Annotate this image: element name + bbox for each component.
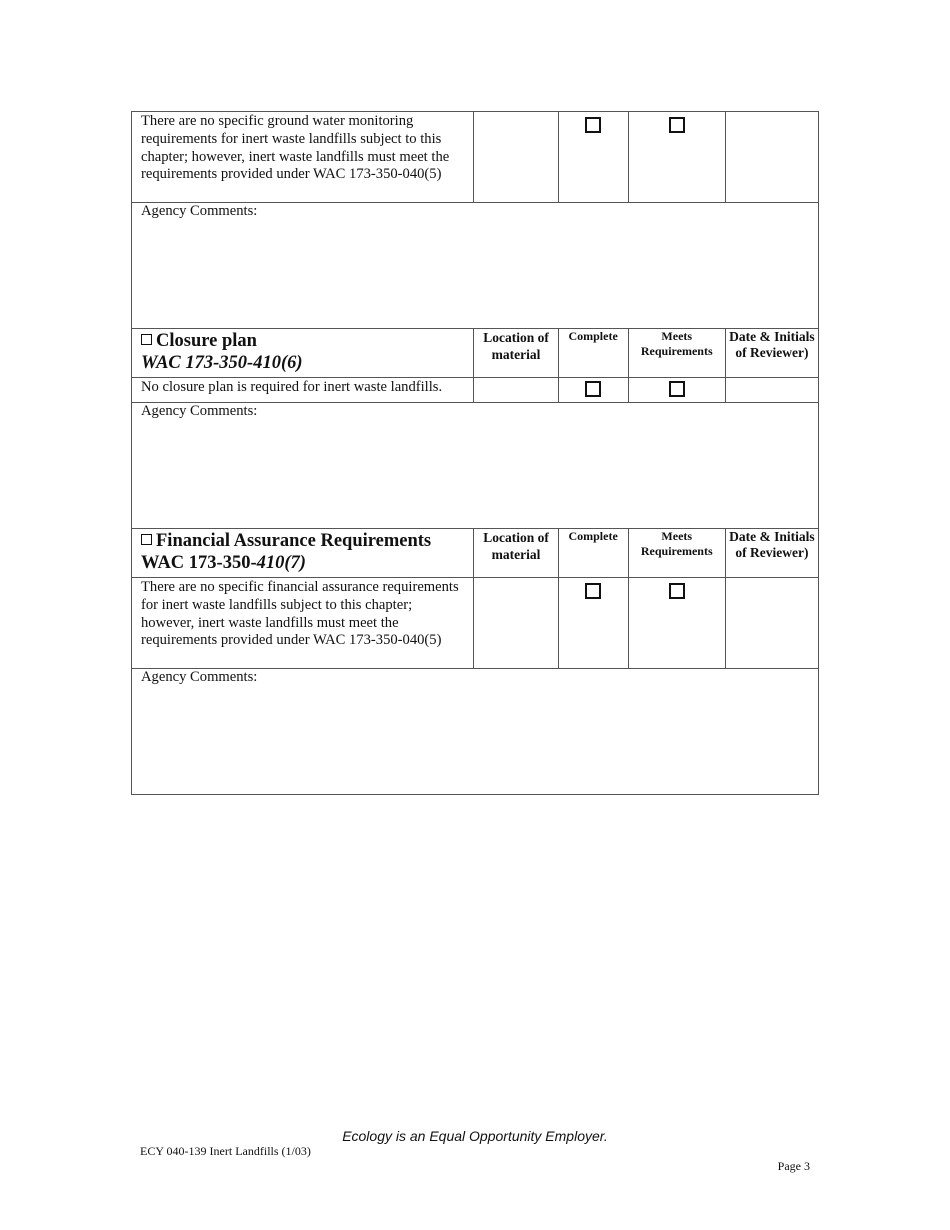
closure-plan-title: Closure plan <box>156 331 257 351</box>
financial-assurance-comments-row <box>132 669 819 795</box>
closure-plan-header <box>132 329 474 378</box>
date-initials-cell[interactable] <box>725 578 818 669</box>
agency-comments-area[interactable] <box>132 403 819 529</box>
complete-column-header: Complete <box>558 329 628 378</box>
location-cell[interactable] <box>474 378 558 403</box>
groundwater-requirement-row <box>132 112 819 203</box>
equal-opportunity-statement: Ecology is an Equal Opportunity Employer. <box>342 1128 608 1144</box>
location-cell[interactable] <box>474 112 558 203</box>
financial-assurance-requirement-row <box>132 578 819 669</box>
groundwater-comments-row <box>132 203 819 329</box>
financial-assurance-title: Financial Assurance Requirements <box>156 531 432 551</box>
agency-comments-label: Agency Comments: <box>141 203 258 219</box>
location-cell[interactable] <box>474 578 558 669</box>
review-checklist-table <box>131 111 819 795</box>
complete-checkbox[interactable] <box>585 583 601 599</box>
complete-cell <box>558 112 628 203</box>
meets-column-header: Meets Requirements <box>628 329 725 378</box>
meets-requirements-checkbox[interactable] <box>669 381 685 397</box>
location-column-header: Location of material <box>474 529 558 578</box>
agency-comments-label: Agency Comments: <box>141 403 258 419</box>
financial-assurance-wac-prefix: WAC 173-350- <box>141 553 257 573</box>
agency-comments-area[interactable] <box>132 669 819 795</box>
financial-assurance-header-row <box>132 529 819 578</box>
date-column-header: Date & Initials of Reviewer) <box>725 529 818 578</box>
date-initials-cell[interactable] <box>725 378 818 403</box>
complete-cell <box>558 378 628 403</box>
date-initials-cell[interactable] <box>725 112 818 203</box>
date-column-header: Date & Initials of Reviewer) <box>725 329 818 378</box>
closure-plan-checkbox[interactable] <box>141 334 152 345</box>
closure-plan-requirement-text: No closure plan is required for inert waste landfills. <box>141 379 443 395</box>
groundwater-requirement-text: There are no specific ground water monitoring requirements for inert waste landfills subject to this chapter; however, inert waste landfills must meet the requirements provided under WAC 173-350-040(5) <box>141 113 450 183</box>
complete-cell <box>558 578 628 669</box>
financial-assurance-wac-section: 410(7) <box>256 553 306 573</box>
closure-plan-requirement-row <box>132 378 819 403</box>
meets-column-header: Meets Requirements <box>628 529 725 578</box>
meets-cell <box>628 378 725 403</box>
meets-requirements-checkbox[interactable] <box>669 117 685 133</box>
agency-comments-area[interactable] <box>132 203 819 329</box>
meets-cell <box>628 112 725 203</box>
page-number: Page 3 <box>777 1159 810 1173</box>
complete-column-header: Complete <box>558 529 628 578</box>
closure-plan-comments-row <box>132 403 819 529</box>
closure-plan-header-row <box>132 329 819 378</box>
complete-checkbox[interactable] <box>585 381 601 397</box>
meets-requirements-checkbox[interactable] <box>669 583 685 599</box>
closure-plan-wac: WAC 173-350-410(6) <box>141 353 303 373</box>
agency-comments-label: Agency Comments: <box>141 669 258 685</box>
financial-assurance-header <box>132 529 474 578</box>
financial-assurance-requirement-text: There are no specific financial assurance requirements for inert waste landfills subject to this chapter; however, inert waste landfills must meet the requirements provided under WAC 173-350-040(5) <box>141 579 459 649</box>
complete-checkbox[interactable] <box>585 117 601 133</box>
form-identifier: ECY 040-139 Inert Landfills (1/03) <box>140 1144 311 1158</box>
financial-assurance-checkbox[interactable] <box>141 534 152 545</box>
location-column-header: Location of material <box>474 329 558 378</box>
meets-cell <box>628 578 725 669</box>
